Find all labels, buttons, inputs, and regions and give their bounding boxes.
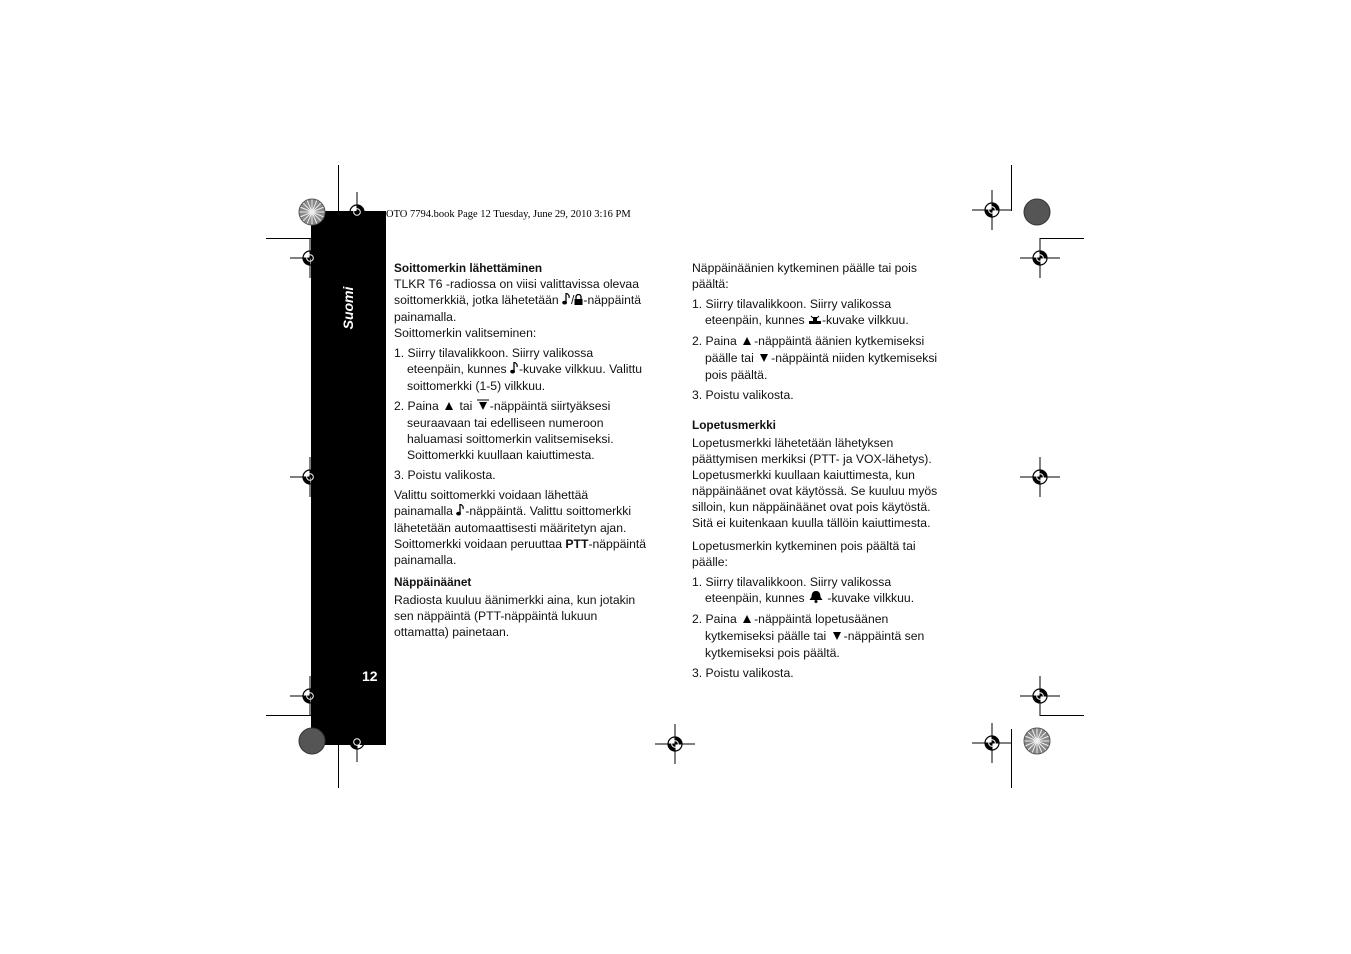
paragraph: päältä: — [692, 277, 729, 291]
paragraph: soittomerkkiä, jotka lähetetään / -näppäintä — [394, 293, 642, 307]
up-arrow-icon — [740, 334, 754, 350]
paragraph: Soittomerkin valitseminen: — [394, 326, 537, 340]
color-bar-starburst-icon — [1024, 728, 1050, 754]
right-column — [692, 260, 967, 681]
side-language-label: Suomi — [340, 286, 356, 330]
color-bar-starburst-icon — [1024, 199, 1050, 225]
list-item: 1. Siirry tilavalikkoon. Siirry valikossa eteenpäin, kunnes -kuvake vilkkuu. — [692, 297, 909, 327]
registration-mark-icon — [337, 192, 377, 232]
registration-mark-icon — [972, 723, 1012, 763]
registration-mark-icon — [337, 722, 377, 762]
registration-mark-icon — [655, 724, 695, 764]
list-item: 2. Paina -näppäintä äänien kytkemiseksi päälle tai -näppäintä niiden kytkemiseksi pois päältä. — [692, 334, 938, 382]
bell-icon — [808, 590, 824, 607]
up-arrow-icon — [740, 612, 754, 628]
registration-mark-icon — [1020, 238, 1060, 278]
left-column — [394, 260, 674, 640]
list-item: 1. Siirry tilavalikkoon. Siirry valikossa eteenpäin, kunnes -kuvake vilkkuu. Valittu soittomerkki (1-5) vilkkuu. — [394, 346, 643, 393]
list-item: 3. Poistu valikosta. — [394, 468, 496, 482]
paragraph: Radiosta kuuluu äänimerkki aina, kun jotakin sen näppäintä (PTT-näppäintä lukuun ottamatta) painetaan. — [394, 593, 636, 639]
registration-mark-icon — [1020, 457, 1060, 497]
music-note-icon — [456, 504, 465, 520]
section-heading: Lopetusmerkki — [692, 418, 776, 432]
list-item: 3. Poistu valikosta. — [692, 666, 794, 680]
paragraph: Lopetusmerkki lähetetään lähetyksen päättymisen merkiksi (PTT- ja VOX-lähetys). Lopetusmerkki kuullaan kaiuttimesta, kun näppäinäänet ovat käytössä. Se kuuluu myös silloin, kun näppäinäänet ovat pois käytöstä. Sitä ei kuitenkaan kuulla tällöin kaiuttimesta. — [692, 436, 938, 530]
up-arrow-icon — [442, 399, 456, 415]
registration-mark-icon — [1020, 676, 1060, 716]
registration-mark-icon — [290, 457, 330, 497]
paragraph: Näppäinäänien kytkeminen päälle tai pois — [692, 261, 917, 275]
paragraph: Valittu soittomerkki voidaan lähettää painamalla -näppäintä. Valittu soittomerkki lähetetään automaattisesti määritetyn ajan. Soittomerkki voidaan peruuttaa PTT-näppäintä painamalla. — [394, 488, 647, 567]
list-item: 2. Paina tai -näppäintä siirtyäksesi seuraavaan tai edelliseen numeroon haluamasi soittomerkin valitsemiseksi. Soittomerkki kuullaan kaiuttimesta. — [394, 399, 614, 462]
registration-mark-icon — [290, 676, 330, 716]
down-arrow-icon — [830, 629, 844, 645]
music-note-icon — [562, 293, 571, 309]
down-arrow-icon — [757, 351, 771, 367]
paragraph: TLKR T6 -radiossa on viisi valittavissa olevaa — [394, 277, 639, 291]
paragraph: painamalla. — [394, 310, 457, 324]
list-item: 2. Paina -näppäintä lopetusäänen kytkemiseksi päälle tai -näppäintä sen kytkemiseksi pois päältä. — [692, 612, 925, 660]
paragraph: Lopetusmerkin kytkeminen pois päältä tai päälle: — [692, 539, 916, 569]
color-bar-starburst-icon — [299, 728, 325, 754]
page-number: 12 — [362, 668, 378, 684]
section-heading: Näppäinäänet — [394, 575, 472, 589]
registration-mark-icon — [972, 190, 1012, 230]
key-tone-icon — [808, 313, 822, 329]
section-heading: Soittomerkin lähettäminen — [394, 261, 543, 275]
list-item: 1. Siirry tilavalikkoon. Siirry valikossa eteenpäin, kunnes -kuvake vilkkuu. — [692, 575, 915, 605]
list-item: 3. Poistu valikosta. — [692, 388, 794, 402]
registration-mark-icon — [290, 238, 330, 278]
down-arrow-icon — [476, 399, 490, 415]
print-header: OTO 7794.book Page 12 Tuesday, June 29, 2010 3:16 PM — [386, 209, 631, 220]
color-bar-starburst-icon — [299, 199, 325, 225]
music-note-icon — [510, 362, 519, 378]
